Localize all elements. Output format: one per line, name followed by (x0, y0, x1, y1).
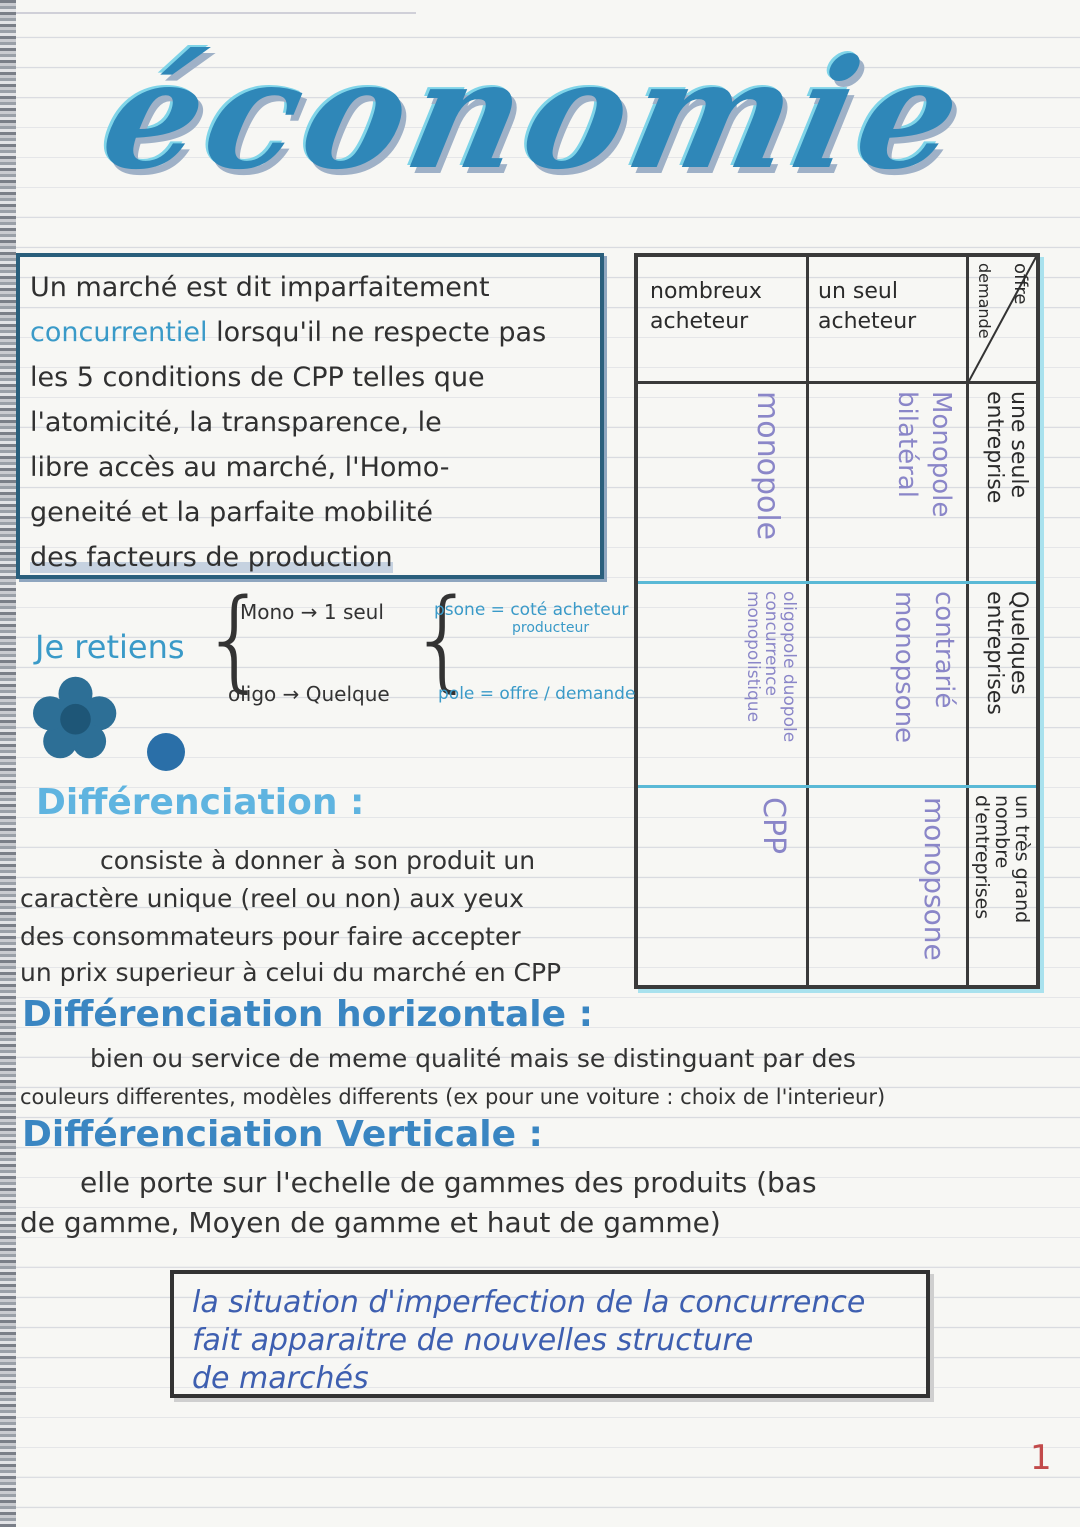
definition-line: libre accès au marché, l'Homo- (30, 452, 450, 483)
cell-monopole: monopole (750, 391, 785, 541)
diff-line-4: un prix superieur à celui du marché en CPP (20, 958, 562, 987)
diff-h-line-2: couleurs differentes, modèles differents (ex pour une voiture : choix de l'interieur) (20, 1085, 886, 1109)
page-title: économie (88, 27, 982, 203)
row-divider (638, 581, 1036, 584)
right-brace: { (408, 575, 478, 703)
note-oligo: oligo → Quelque (228, 682, 390, 706)
cell-oligopole: oligopole duopole concurrence monopolistique (743, 591, 799, 743)
conclusion-box (170, 1270, 930, 1398)
definition-line: concurrentiel lorsqu'il ne respecte pas (30, 317, 547, 348)
definition-line: les 5 conditions de CPP telles que (30, 362, 485, 393)
row-label-one-firm: une seule entreprise (982, 391, 1031, 504)
note-pole: pole = offre / demande (438, 684, 636, 704)
dot-doodle (147, 733, 185, 771)
note-psone-sub: producteur (512, 620, 590, 636)
diff-h-line-1: bien ou service de meme qualité mais se distinguant par des (90, 1044, 856, 1073)
definition-line: geneité et la parfaite mobilité (30, 497, 433, 528)
row-label-many-firms: un très grand nombre d'entreprises (971, 795, 1033, 924)
column-divider (806, 257, 809, 985)
col-header-many-buyers: nombreux acheteur (650, 279, 762, 334)
definition-box (16, 253, 604, 579)
heading-diff-verticale: Différenciation Verticale : (22, 1114, 543, 1155)
cell-contrarie-monopsone: contrarié monopsone (889, 591, 959, 744)
page-number: 1 (1030, 1438, 1052, 1478)
definition-line: des facteurs de production (30, 542, 393, 573)
diff-line-3: des consommateurs pour faire accepter (20, 922, 521, 951)
definition-line: Un marché est dit imparfaitement (30, 272, 490, 303)
definition-line: l'atomicité, la transparence, le (30, 407, 442, 438)
col-header-one-buyer: un seul acheteur (818, 279, 917, 334)
note-mono: Mono → 1 seul (240, 600, 384, 624)
diff-line-1: consiste à donner à son produit un (100, 846, 536, 875)
left-brace: { (200, 575, 270, 703)
diff-line-2: caractère unique (reel ou non) aux yeux (20, 884, 524, 913)
cell-cpp: CPP (756, 797, 791, 855)
flower-doodle (33, 675, 118, 760)
corner-label-offre: offre (1010, 263, 1031, 305)
note-psone: psone = coté acheteur (434, 600, 629, 620)
conclusion-line: la situation d'imperfection de la concurrence (192, 1285, 866, 1320)
row-divider (638, 785, 1036, 788)
conclusion-line: fait apparaitre de nouvelles structure (192, 1323, 754, 1358)
row-divider (638, 381, 1036, 384)
diff-v-line-1: elle porte sur l'echelle de gammes des produits (bas (80, 1166, 817, 1199)
cell-monopole-bilateral: Monopole bilatéral (892, 391, 956, 518)
cell-monopsone: monopsone (918, 797, 951, 961)
row-label-few-firms: Quelques entreprises (982, 591, 1031, 715)
diff-v-line-2: de gamme, Moyen de gamme et haut de gamme) (20, 1206, 721, 1239)
notebook-spine (0, 0, 16, 1527)
je-retiens-label: Je retiens (35, 628, 185, 666)
heading-differenciation: Différenciation : (36, 782, 365, 823)
market-structure-table (634, 253, 1040, 989)
top-rule (16, 12, 416, 14)
corner-label-demande: demande (975, 263, 994, 339)
conclusion-line: de marchés (192, 1361, 369, 1396)
heading-diff-horizontale: Différenciation horizontale : (22, 994, 593, 1035)
